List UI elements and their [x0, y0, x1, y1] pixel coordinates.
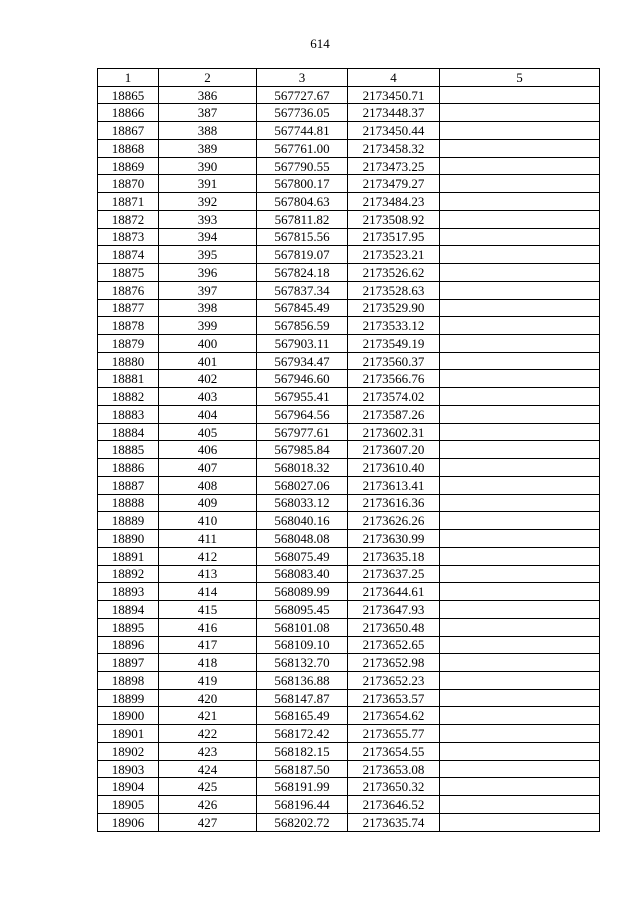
table-cell: 567837.34	[257, 281, 348, 299]
table-cell: 18905	[98, 796, 159, 814]
table-cell: 2173450.44	[348, 122, 440, 140]
table-row	[98, 104, 600, 122]
table-cell: 2173523.21	[348, 246, 440, 264]
table-row	[98, 335, 600, 353]
table-cell	[440, 476, 600, 494]
table-cell: 18874	[98, 246, 159, 264]
column-header: 1	[98, 69, 159, 87]
table-cell: 2173458.32	[348, 139, 440, 157]
table-row	[98, 352, 600, 370]
table-cell: 567800.17	[257, 175, 348, 193]
table-cell	[440, 175, 600, 193]
table-cell: 409	[159, 494, 257, 512]
table-row	[98, 583, 600, 601]
table-cell: 18877	[98, 299, 159, 317]
table-cell: 18867	[98, 122, 159, 140]
table-cell: 407	[159, 459, 257, 477]
table-cell: 386	[159, 86, 257, 104]
table-row	[98, 530, 600, 548]
table-cell: 2173508.92	[348, 210, 440, 228]
table-cell: 418	[159, 654, 257, 672]
table-cell: 18875	[98, 264, 159, 282]
table-cell: 567804.63	[257, 193, 348, 211]
table-cell: 568187.50	[257, 760, 348, 778]
table-cell: 2173654.62	[348, 707, 440, 725]
table-cell	[440, 671, 600, 689]
table-cell	[440, 423, 600, 441]
table-cell: 387	[159, 104, 257, 122]
table-cell: 568165.49	[257, 707, 348, 725]
table-row	[98, 246, 600, 264]
table-cell: 2173626.26	[348, 512, 440, 530]
table-cell	[440, 459, 600, 477]
table-cell	[440, 813, 600, 831]
table-cell: 567977.61	[257, 423, 348, 441]
table-cell	[440, 494, 600, 512]
table-row	[98, 813, 600, 831]
table-cell: 18866	[98, 104, 159, 122]
table-cell: 18883	[98, 405, 159, 423]
table-cell: 2173560.37	[348, 352, 440, 370]
table-cell: 2173652.23	[348, 671, 440, 689]
table-cell: 393	[159, 210, 257, 228]
table-cell: 2173635.18	[348, 547, 440, 565]
table-cell: 18871	[98, 193, 159, 211]
table-row	[98, 601, 600, 619]
table-cell: 2173607.20	[348, 441, 440, 459]
table-cell: 2173646.52	[348, 796, 440, 814]
table-row	[98, 281, 600, 299]
table-cell	[440, 228, 600, 246]
table-cell: 568089.99	[257, 583, 348, 601]
table-cell: 404	[159, 405, 257, 423]
table-cell: 2173654.55	[348, 742, 440, 760]
table-cell: 567946.60	[257, 370, 348, 388]
table-cell: 18904	[98, 778, 159, 796]
table-cell	[440, 193, 600, 211]
table-cell: 413	[159, 565, 257, 583]
table-cell: 18889	[98, 512, 159, 530]
table-row	[98, 796, 600, 814]
table-cell: 398	[159, 299, 257, 317]
table-cell	[440, 405, 600, 423]
table-cell: 2173574.02	[348, 388, 440, 406]
table-cell: 2173644.61	[348, 583, 440, 601]
table-cell	[440, 299, 600, 317]
table-row	[98, 139, 600, 157]
table-cell: 567856.59	[257, 317, 348, 335]
table-cell: 2173526.62	[348, 264, 440, 282]
table-cell	[440, 264, 600, 282]
table-row	[98, 760, 600, 778]
table-row	[98, 636, 600, 654]
table-cell: 2173473.25	[348, 157, 440, 175]
table-cell	[440, 104, 600, 122]
table-cell: 2173533.12	[348, 317, 440, 335]
table-row	[98, 423, 600, 441]
table-cell: 422	[159, 725, 257, 743]
table-cell: 567811.82	[257, 210, 348, 228]
table-body	[98, 86, 600, 831]
table-cell: 414	[159, 583, 257, 601]
table-cell	[440, 654, 600, 672]
coordinates-table	[97, 68, 600, 832]
column-header: 5	[440, 69, 600, 87]
table-row	[98, 122, 600, 140]
table-cell: 420	[159, 689, 257, 707]
table-row	[98, 175, 600, 193]
table-cell: 567727.67	[257, 86, 348, 104]
table-cell: 411	[159, 530, 257, 548]
table-cell: 2173528.63	[348, 281, 440, 299]
table-cell: 417	[159, 636, 257, 654]
table-cell: 2173484.23	[348, 193, 440, 211]
table-cell: 424	[159, 760, 257, 778]
table-cell: 568109.10	[257, 636, 348, 654]
table-cell: 18903	[98, 760, 159, 778]
table-cell: 423	[159, 742, 257, 760]
table-cell: 567744.81	[257, 122, 348, 140]
table-cell: 568033.12	[257, 494, 348, 512]
table-cell: 2173479.27	[348, 175, 440, 193]
table-row	[98, 210, 600, 228]
table-cell	[440, 601, 600, 619]
table-cell: 18881	[98, 370, 159, 388]
table-cell: 18895	[98, 618, 159, 636]
table-cell: 2173517.95	[348, 228, 440, 246]
table-cell: 567903.11	[257, 335, 348, 353]
table-cell: 2173549.19	[348, 335, 440, 353]
table-cell: 18869	[98, 157, 159, 175]
column-header: 2	[159, 69, 257, 87]
table-cell: 568132.70	[257, 654, 348, 672]
table-cell	[440, 210, 600, 228]
table-cell	[440, 388, 600, 406]
table-cell	[440, 441, 600, 459]
table-cell: 18891	[98, 547, 159, 565]
table-cell: 18872	[98, 210, 159, 228]
table-cell: 389	[159, 139, 257, 157]
table-cell: 412	[159, 547, 257, 565]
table-cell	[440, 725, 600, 743]
table-cell: 567964.56	[257, 405, 348, 423]
table-cell	[440, 335, 600, 353]
table-cell: 397	[159, 281, 257, 299]
table-cell: 568095.45	[257, 601, 348, 619]
table-cell: 568147.87	[257, 689, 348, 707]
table-cell: 567761.00	[257, 139, 348, 157]
table-cell: 18879	[98, 335, 159, 353]
table-cell: 391	[159, 175, 257, 193]
table-row	[98, 388, 600, 406]
table-cell: 2173602.31	[348, 423, 440, 441]
table-cell: 2173450.71	[348, 86, 440, 104]
table-cell: 425	[159, 778, 257, 796]
table-cell: 18887	[98, 476, 159, 494]
table-cell: 408	[159, 476, 257, 494]
table-row	[98, 299, 600, 317]
column-header: 4	[348, 69, 440, 87]
table-cell: 568040.16	[257, 512, 348, 530]
table-cell: 2173653.57	[348, 689, 440, 707]
table-header-row	[98, 69, 600, 87]
table-cell	[440, 317, 600, 335]
table-row	[98, 228, 600, 246]
table-cell: 2173637.25	[348, 565, 440, 583]
table-cell: 2173529.90	[348, 299, 440, 317]
table-cell	[440, 707, 600, 725]
table-cell: 2173652.98	[348, 654, 440, 672]
table-cell: 568202.72	[257, 813, 348, 831]
table-cell: 18882	[98, 388, 159, 406]
table-cell: 567845.49	[257, 299, 348, 317]
table-cell: 568172.42	[257, 725, 348, 743]
table-cell: 567790.55	[257, 157, 348, 175]
table-row	[98, 86, 600, 104]
table-cell: 18901	[98, 725, 159, 743]
table-row	[98, 778, 600, 796]
table-cell: 392	[159, 193, 257, 211]
table-cell: 568048.08	[257, 530, 348, 548]
table-cell: 18898	[98, 671, 159, 689]
table-cell	[440, 352, 600, 370]
table-cell: 399	[159, 317, 257, 335]
table-cell: 568083.40	[257, 565, 348, 583]
table-cell: 401	[159, 352, 257, 370]
table-cell: 406	[159, 441, 257, 459]
table-cell: 2173610.40	[348, 459, 440, 477]
table-row	[98, 317, 600, 335]
table-cell: 2173613.41	[348, 476, 440, 494]
table-cell	[440, 583, 600, 601]
table-cell	[440, 742, 600, 760]
table-cell: 18890	[98, 530, 159, 548]
table-cell: 426	[159, 796, 257, 814]
table-cell: 2173566.76	[348, 370, 440, 388]
table-cell	[440, 636, 600, 654]
table-row	[98, 193, 600, 211]
table-row	[98, 689, 600, 707]
table-cell: 396	[159, 264, 257, 282]
table-row	[98, 264, 600, 282]
table-row	[98, 494, 600, 512]
table-cell: 421	[159, 707, 257, 725]
table-cell: 567824.18	[257, 264, 348, 282]
table-cell	[440, 760, 600, 778]
table-cell	[440, 370, 600, 388]
table-cell: 18878	[98, 317, 159, 335]
column-header: 3	[257, 69, 348, 87]
table-cell: 419	[159, 671, 257, 689]
table-row	[98, 459, 600, 477]
table-cell	[440, 565, 600, 583]
table-cell: 390	[159, 157, 257, 175]
table-cell: 2173587.26	[348, 405, 440, 423]
table-cell: 2173653.08	[348, 760, 440, 778]
table-cell	[440, 281, 600, 299]
table-cell: 18893	[98, 583, 159, 601]
table-cell: 18894	[98, 601, 159, 619]
table-cell: 18888	[98, 494, 159, 512]
table-cell: 568182.15	[257, 742, 348, 760]
table-cell: 2173650.32	[348, 778, 440, 796]
table-cell: 2173448.37	[348, 104, 440, 122]
table-cell: 567736.05	[257, 104, 348, 122]
table-cell: 2173652.65	[348, 636, 440, 654]
table-row	[98, 565, 600, 583]
table-cell: 18906	[98, 813, 159, 831]
table-cell: 18902	[98, 742, 159, 760]
table-cell: 18880	[98, 352, 159, 370]
table-cell: 568101.08	[257, 618, 348, 636]
table-cell: 405	[159, 423, 257, 441]
table-cell	[440, 530, 600, 548]
table-cell: 388	[159, 122, 257, 140]
table-row	[98, 742, 600, 760]
table-cell: 2173647.93	[348, 601, 440, 619]
table-row	[98, 547, 600, 565]
page-number: 614	[310, 36, 330, 51]
table-cell: 18884	[98, 423, 159, 441]
table-cell: 568136.88	[257, 671, 348, 689]
table-cell: 427	[159, 813, 257, 831]
table-cell	[440, 547, 600, 565]
table-cell: 567934.47	[257, 352, 348, 370]
table-cell: 2173655.77	[348, 725, 440, 743]
table-cell	[440, 689, 600, 707]
table-row	[98, 707, 600, 725]
table-cell: 18868	[98, 139, 159, 157]
table-cell: 568018.32	[257, 459, 348, 477]
table-row	[98, 618, 600, 636]
table-cell	[440, 778, 600, 796]
table-cell: 18899	[98, 689, 159, 707]
table-cell: 18865	[98, 86, 159, 104]
table-cell: 18873	[98, 228, 159, 246]
table-cell: 403	[159, 388, 257, 406]
table-cell: 18876	[98, 281, 159, 299]
table-row	[98, 157, 600, 175]
table-row	[98, 512, 600, 530]
table-cell: 416	[159, 618, 257, 636]
table-cell: 18896	[98, 636, 159, 654]
table-cell: 18870	[98, 175, 159, 193]
table-cell	[440, 618, 600, 636]
table-cell	[440, 157, 600, 175]
table-cell	[440, 139, 600, 157]
table-cell	[440, 796, 600, 814]
table-cell	[440, 246, 600, 264]
table-row	[98, 370, 600, 388]
table-cell: 394	[159, 228, 257, 246]
table-cell: 395	[159, 246, 257, 264]
table-cell	[440, 122, 600, 140]
table-cell: 2173635.74	[348, 813, 440, 831]
table-cell: 568191.99	[257, 778, 348, 796]
table-cell: 568027.06	[257, 476, 348, 494]
table-cell: 400	[159, 335, 257, 353]
table-cell: 2173650.48	[348, 618, 440, 636]
table-cell: 18900	[98, 707, 159, 725]
table-cell	[440, 512, 600, 530]
table-row	[98, 405, 600, 423]
table-cell: 567819.07	[257, 246, 348, 264]
table-cell	[440, 86, 600, 104]
table-cell: 18885	[98, 441, 159, 459]
table-cell: 2173630.99	[348, 530, 440, 548]
table-cell: 18897	[98, 654, 159, 672]
table-cell: 568196.44	[257, 796, 348, 814]
table-cell: 410	[159, 512, 257, 530]
table-row	[98, 671, 600, 689]
table-cell: 567815.56	[257, 228, 348, 246]
table-row	[98, 476, 600, 494]
table-cell: 568075.49	[257, 547, 348, 565]
table-cell: 415	[159, 601, 257, 619]
table-cell: 402	[159, 370, 257, 388]
table-row	[98, 441, 600, 459]
table-row	[98, 725, 600, 743]
table-cell: 18892	[98, 565, 159, 583]
table-row	[98, 654, 600, 672]
table-cell: 567985.84	[257, 441, 348, 459]
table-cell: 18886	[98, 459, 159, 477]
table-cell: 567955.41	[257, 388, 348, 406]
table-cell: 2173616.36	[348, 494, 440, 512]
